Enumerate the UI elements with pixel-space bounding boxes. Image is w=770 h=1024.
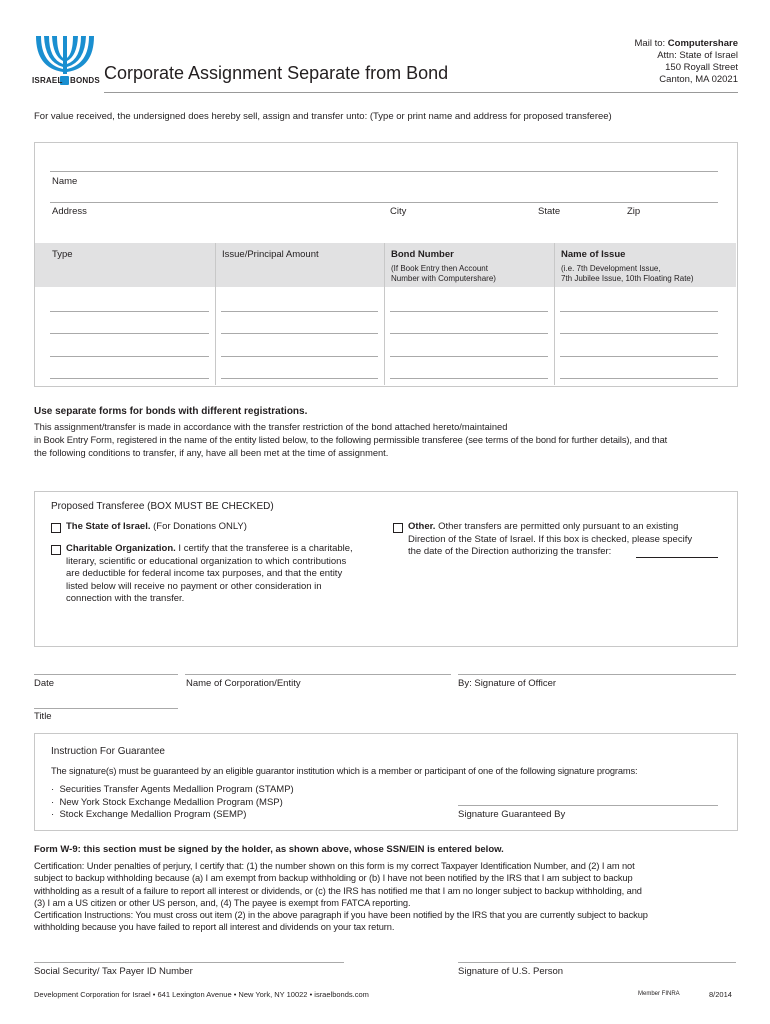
charitable-line-1: I certify that the transferee is a charitable, (175, 543, 353, 554)
ssn-label: Social Security/ Tax Payer ID Number (34, 966, 193, 977)
israel-option-rest: (For Donations ONLY) (150, 521, 247, 532)
mail-to-name: Computershare (667, 38, 738, 49)
charitable-line-4: listed below will receive no payment or other consideration in (66, 580, 322, 592)
title-line[interactable] (34, 708, 178, 709)
charitable-checkbox[interactable] (51, 545, 61, 555)
bond-table-divider-3 (554, 243, 555, 385)
us-person-signature-label: Signature of U.S. Person (458, 966, 564, 977)
guarantee-heading: Instruction For Guarantee (51, 746, 165, 757)
col-bond-number-header: Bond Number (391, 249, 454, 260)
proposed-heading: Proposed Transferee (BOX MUST BE CHECKED) (51, 501, 274, 512)
other-line-2: Direction of the State of Israel. If this box is checked, please specify (408, 533, 693, 545)
w9-certification (34, 860, 648, 934)
separate-line-2: in Book Entry Form, registered in the name of the entity listed below, to the following permissible transferee (see terms of the bond for further details), and that (34, 435, 668, 445)
col-amount-header: Issue/Principal Amount (222, 249, 319, 260)
other-option-bold: Other. (408, 521, 436, 532)
guarantee-item-2: New York Stock Exchange Medallion Program (MSP) (59, 796, 283, 808)
title-label: Title (34, 711, 52, 722)
logo-text-right: BONDS (70, 76, 100, 85)
other-checkbox[interactable] (393, 523, 403, 533)
certification-line-2: subject to backup withholding because (a) I am exempt from backup withholding or (b) I have not been notified by the IRS that I am subject to backup (34, 873, 633, 884)
name-line[interactable] (50, 171, 718, 172)
city-label: City (390, 206, 407, 217)
certification-instructions-line-2: withholding because you have failed to report all interest and dividends on your tax return. (34, 922, 395, 933)
table-row-line[interactable] (221, 311, 378, 312)
zip-label: Zip (627, 206, 641, 217)
table-row-line[interactable] (50, 311, 209, 312)
state-label: State (538, 206, 561, 217)
israel-checkbox[interactable] (51, 523, 61, 533)
israel-option-bold: The State of Israel. (66, 521, 151, 532)
col-type-header: Type (52, 249, 73, 260)
footer-member: Member FINRA (638, 991, 680, 997)
table-row-line[interactable] (50, 333, 209, 334)
certification-instructions-label: Certification Instructions: (34, 910, 134, 921)
israel-option-label (66, 521, 247, 533)
charitable-option-label (66, 543, 353, 606)
guarantee-list (51, 784, 294, 822)
us-person-signature-line[interactable] (458, 962, 736, 963)
charitable-line-5: connection with the transfer. (66, 593, 185, 605)
mail-to-line2: Attn: State of Israel (657, 50, 738, 61)
list-item: · Stock Exchange Medallion Program (SEMP) (51, 809, 247, 821)
certification-line-1: Under penalties of perjury, I certify that: (1) the number shown on this form is my correct Taxpayer Identification Number, and (2) I am not (84, 861, 635, 871)
separate-line-1: This assignment/transfer is made in accordance with the transfer restriction of the bond attached hereto/maintained (34, 422, 508, 432)
charitable-line-3: are deductible for federal income tax purposes, and that the entity (66, 568, 343, 580)
table-row-line[interactable] (560, 378, 718, 379)
name-label: Name (52, 176, 78, 187)
table-row-line[interactable] (560, 333, 718, 334)
israel-bonds-logo (32, 34, 98, 90)
charitable-option-bold: Charitable Organization. (66, 543, 176, 554)
table-row-line[interactable] (50, 378, 209, 379)
ssn-line[interactable] (34, 962, 344, 963)
other-option-label (408, 521, 692, 559)
table-row-line[interactable] (221, 356, 378, 357)
table-row-line[interactable] (390, 378, 548, 379)
corporation-label: Name of Corporation/Entity (186, 678, 301, 689)
guarantee-item-3: Stock Exchange Medallion Program (SEMP) (59, 809, 247, 821)
col-bond-number-note-2: Number with Computershare) (391, 274, 496, 283)
other-line-1: Other transfers are permitted only pursuant to an existing (435, 521, 679, 532)
certification-instructions-line-1: You must cross out item (2) in the above paragraph if you have been notified by the IRS that you are currently subject to backup (133, 910, 648, 921)
separate-heading: Use separate forms for bonds with different registrations. (34, 406, 308, 417)
footer-date: 8/2014 (709, 990, 732, 999)
date-label: Date (34, 678, 55, 689)
address-label: Address (52, 206, 87, 217)
officer-signature-label: By: Signature of Officer (458, 678, 557, 689)
table-row-line[interactable] (390, 311, 548, 312)
guarantee-item-1: Securities Transfer Agents Medallion Program (STAMP) (59, 784, 294, 795)
table-row-line[interactable] (50, 356, 209, 357)
bond-table-divider-1 (215, 243, 216, 385)
date-line[interactable] (34, 674, 178, 675)
mail-to-label: Mail to: (634, 38, 666, 49)
direction-date-line[interactable] (636, 557, 718, 558)
guarantee-signature-line[interactable] (458, 805, 718, 806)
table-row-line[interactable] (560, 356, 718, 357)
separate-line-3: the following conditions to transfer, if any, have all been met at the time of assignment. (34, 448, 389, 458)
col-name-issue-header: Name of Issue (561, 249, 626, 260)
header-rule (104, 92, 738, 93)
mail-to-block (635, 38, 738, 86)
col-name-issue-note-1: (i.e. 7th Development Issue, (561, 264, 661, 273)
corporation-line[interactable] (185, 674, 451, 675)
list-item: · New York Stock Exchange Medallion Program (MSP) (51, 796, 283, 808)
certification-line-3: withholding as a result of a failure to report all interest or dividends, or (c) the IRS has notified me that I am no longer subject to backup withholding, and (34, 885, 642, 896)
col-name-issue-note-2: 7th Jubilee Issue, 10th Floating Rate) (561, 274, 694, 283)
table-row-line[interactable] (390, 356, 548, 357)
charitable-line-2: literary, scientific or educational organization to which contributions (66, 555, 347, 567)
list-item: · Securities Transfer Agents Medallion Program (STAMP) (51, 784, 294, 795)
mail-to-line4: Canton, MA 02021 (659, 74, 738, 85)
page-title: Corporate Assignment Separate from Bond (104, 63, 449, 83)
table-row-line[interactable] (221, 333, 378, 334)
bond-table-divider-2 (384, 243, 385, 385)
w9-heading: Form W-9: this section must be signed by the holder, as shown above, whose SSN/EIN is entered below. (34, 844, 504, 855)
logo-text-left: ISRAEL (32, 76, 63, 85)
intro-text: For value received, the undersigned does hereby sell, assign and transfer unto: (Type or print name and address for proposed transferee) (34, 111, 612, 122)
table-row-line[interactable] (390, 333, 548, 334)
certification-line-4: (3) I am a US citizen or other US person, and, (4) The payee is exempt from FATCA reporting. (34, 897, 411, 908)
col-bond-number-note-1: (If Book Entry then Account (391, 264, 488, 273)
footer-address: Development Corporation for Israel • 641 Lexington Avenue • New York, NY 10022 • israelbonds.com (34, 990, 369, 999)
guarantee-signature-label: Signature Guaranteed By (458, 809, 566, 820)
officer-signature-line[interactable] (458, 674, 736, 675)
certification-label: Certification: (34, 861, 85, 871)
table-row-line[interactable] (560, 311, 718, 312)
other-line-3: the date of the Direction authorizing the transfer: (408, 546, 612, 558)
address-line[interactable] (50, 202, 718, 203)
table-row-line[interactable] (221, 378, 378, 379)
mail-to-line3: 150 Royall Street (665, 62, 738, 73)
guarantee-text: The signature(s) must be guaranteed by an eligible guarantor institution which is a member or participant of one of the following signature programs: (51, 766, 638, 776)
